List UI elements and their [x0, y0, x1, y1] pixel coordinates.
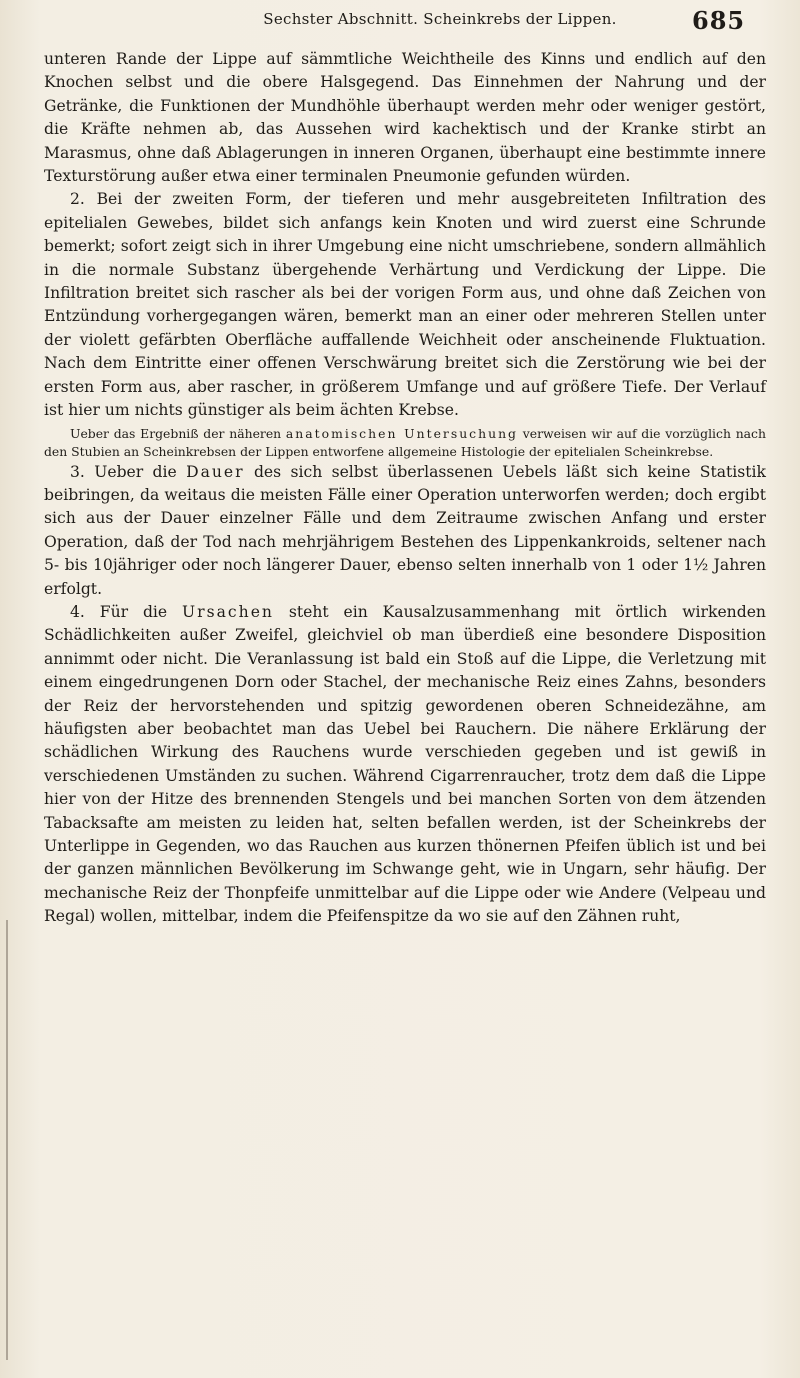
- paragraph-text: 4. Für die: [70, 602, 168, 621]
- paragraph-text: 2. Bei der zweiten Form, der tieferen und mehr ausgebreiteten Infiltration des epitelialen Gewebes, bildet sich anfangs kein Knoten und wird zuerst eine Schrunde bemerkt; sofort zeigt sich in ihrer Umgebung eine nicht umschriebene, sondern allmählich in die normale Substanz übergehende Verhärtung und Verdickung der Lippe. Die Infiltration breitet sich rascher als bei der vorigen Form aus, und ohne daß Zeichen von Entzündung vorhergegangen wären, bemerkt man an einer oder mehreren Stellen unter der violett gefärbten Oberfläche auffallende Weichheit oder anscheinende Fluktuation. Nach dem Eintritte einer offenen Verschwärung breitet sich die Zerstörung wie bei der ersten Form aus, aber rascher, in größerem Umfange und auf größere Tiefe. Der Verlauf ist hier um nichts günstiger als beim ächten Krebse.: [44, 190, 766, 420]
- paragraph-text: steht ein Kausalzusammenhang mit örtlich wirkenden Schädlichkeiten außer Zweifel, gleichviel ob man überdieß eine besondere Disposition annimmt oder nicht. Die Veranlassung ist bald ein Stoß auf die Lippe, die Verletzung mit einem eingedrungenen Dorn oder Stachel, der mechanische Reiz eines Zahns, besonders der Reiz der hervorstehenden und spitzig gewordenen oberen Schneidezähne, am häufigsten aber beobachtet man das Uebel bei Rauchern. Die nähere Erklärung der schädlichen Wirkung des Rauchens wurde verschieden gegeben und ist gewiß in verschiedenen Umständen zu suchen. Während Cigarrenraucher, trotz dem daß die Lippe hier von der Hitze des brennenden Stengels und bei manchen Sorten von dem ätzenden Tabacksafte am meisten zu leiden hat, selten befallen werden, ist der Scheinkrebs der Unterlippe in Gegenden, wo das Rauchen aus kurzen thönernen Pfeifen üblich ist und bei der ganzen männlichen Bevölkerung im Schwange geht, wie in Ungarn, sehr häufig. Der mechanische Reiz der Thonpfeife unmittelbar auf die Lippe oder wie Andere (Velpeau und Regal) wollen, mittelbar, indem die Pfeifenspitze da wo sie auf den Zähnen ruht,: [44, 602, 766, 926]
- paragraph-text: 3. Ueber die: [70, 462, 177, 481]
- paragraph-duration: [44, 461, 766, 601]
- paragraph-text: des sich selbst überlassenen Uebels läßt sich keine Statistik beibringen, da weitaus die meisten Fälle einer Operation unterworfen werden; doch ergibt sich aus der Dauer einzelner Fälle und dem Zeitraume zwischen Anfang und erster Operation, daß der Tod nach mehrjährigem Bestehen des Lippenkankroids, seltener nach 5- bis 10jähriger oder noch längerer Dauer, ebenso selten innerhalb von 1 oder 1½ Jahren erfolgt.: [44, 462, 766, 598]
- page-number: 685: [692, 6, 746, 35]
- text-body: [44, 48, 766, 929]
- footnote-histology: [44, 425, 766, 461]
- note-text: verweisen wir auf die vorzüglich nach den Stubien an Scheinkrebsen der Lippen entworfene allgemeine Histologie der epitelialen Scheinkrebse.: [44, 425, 766, 459]
- running-title: Sechster Abschnitt. Scheinkrebs der Lippen.: [263, 10, 617, 28]
- note-emphasis: anatomischen Untersuchung: [285, 425, 518, 441]
- paragraph-causes: [44, 601, 766, 929]
- page-edge-shadow: [6, 920, 8, 1360]
- paragraph-text: unteren Rande der Lippe auf sämmtliche Weichtheile des Kinns und endlich auf den Knochen selbst und die obere Halsgegend. Das Einnehmen der Nahrung und der Getränke, die Funktionen der Mundhöhle überhaupt werden mehr oder weniger gestört, die Kräfte nehmen ab, das Aussehen wird kachektisch und der Kranke stirbt an Marasmus, ohne daß Ablagerungen in inneren Organen, überhaupt eine bestimmte innere Texturstörung außer etwa einer terminalen Pneumonie gefunden würden.: [44, 50, 766, 186]
- paragraph-form-2: [44, 188, 766, 422]
- paragraph-continuation: [44, 48, 766, 188]
- note-text: Ueber das Ergebniß der näheren: [70, 425, 282, 441]
- paragraph-emphasis: Ursachen: [182, 602, 274, 621]
- paragraph-emphasis: Dauer: [186, 462, 245, 481]
